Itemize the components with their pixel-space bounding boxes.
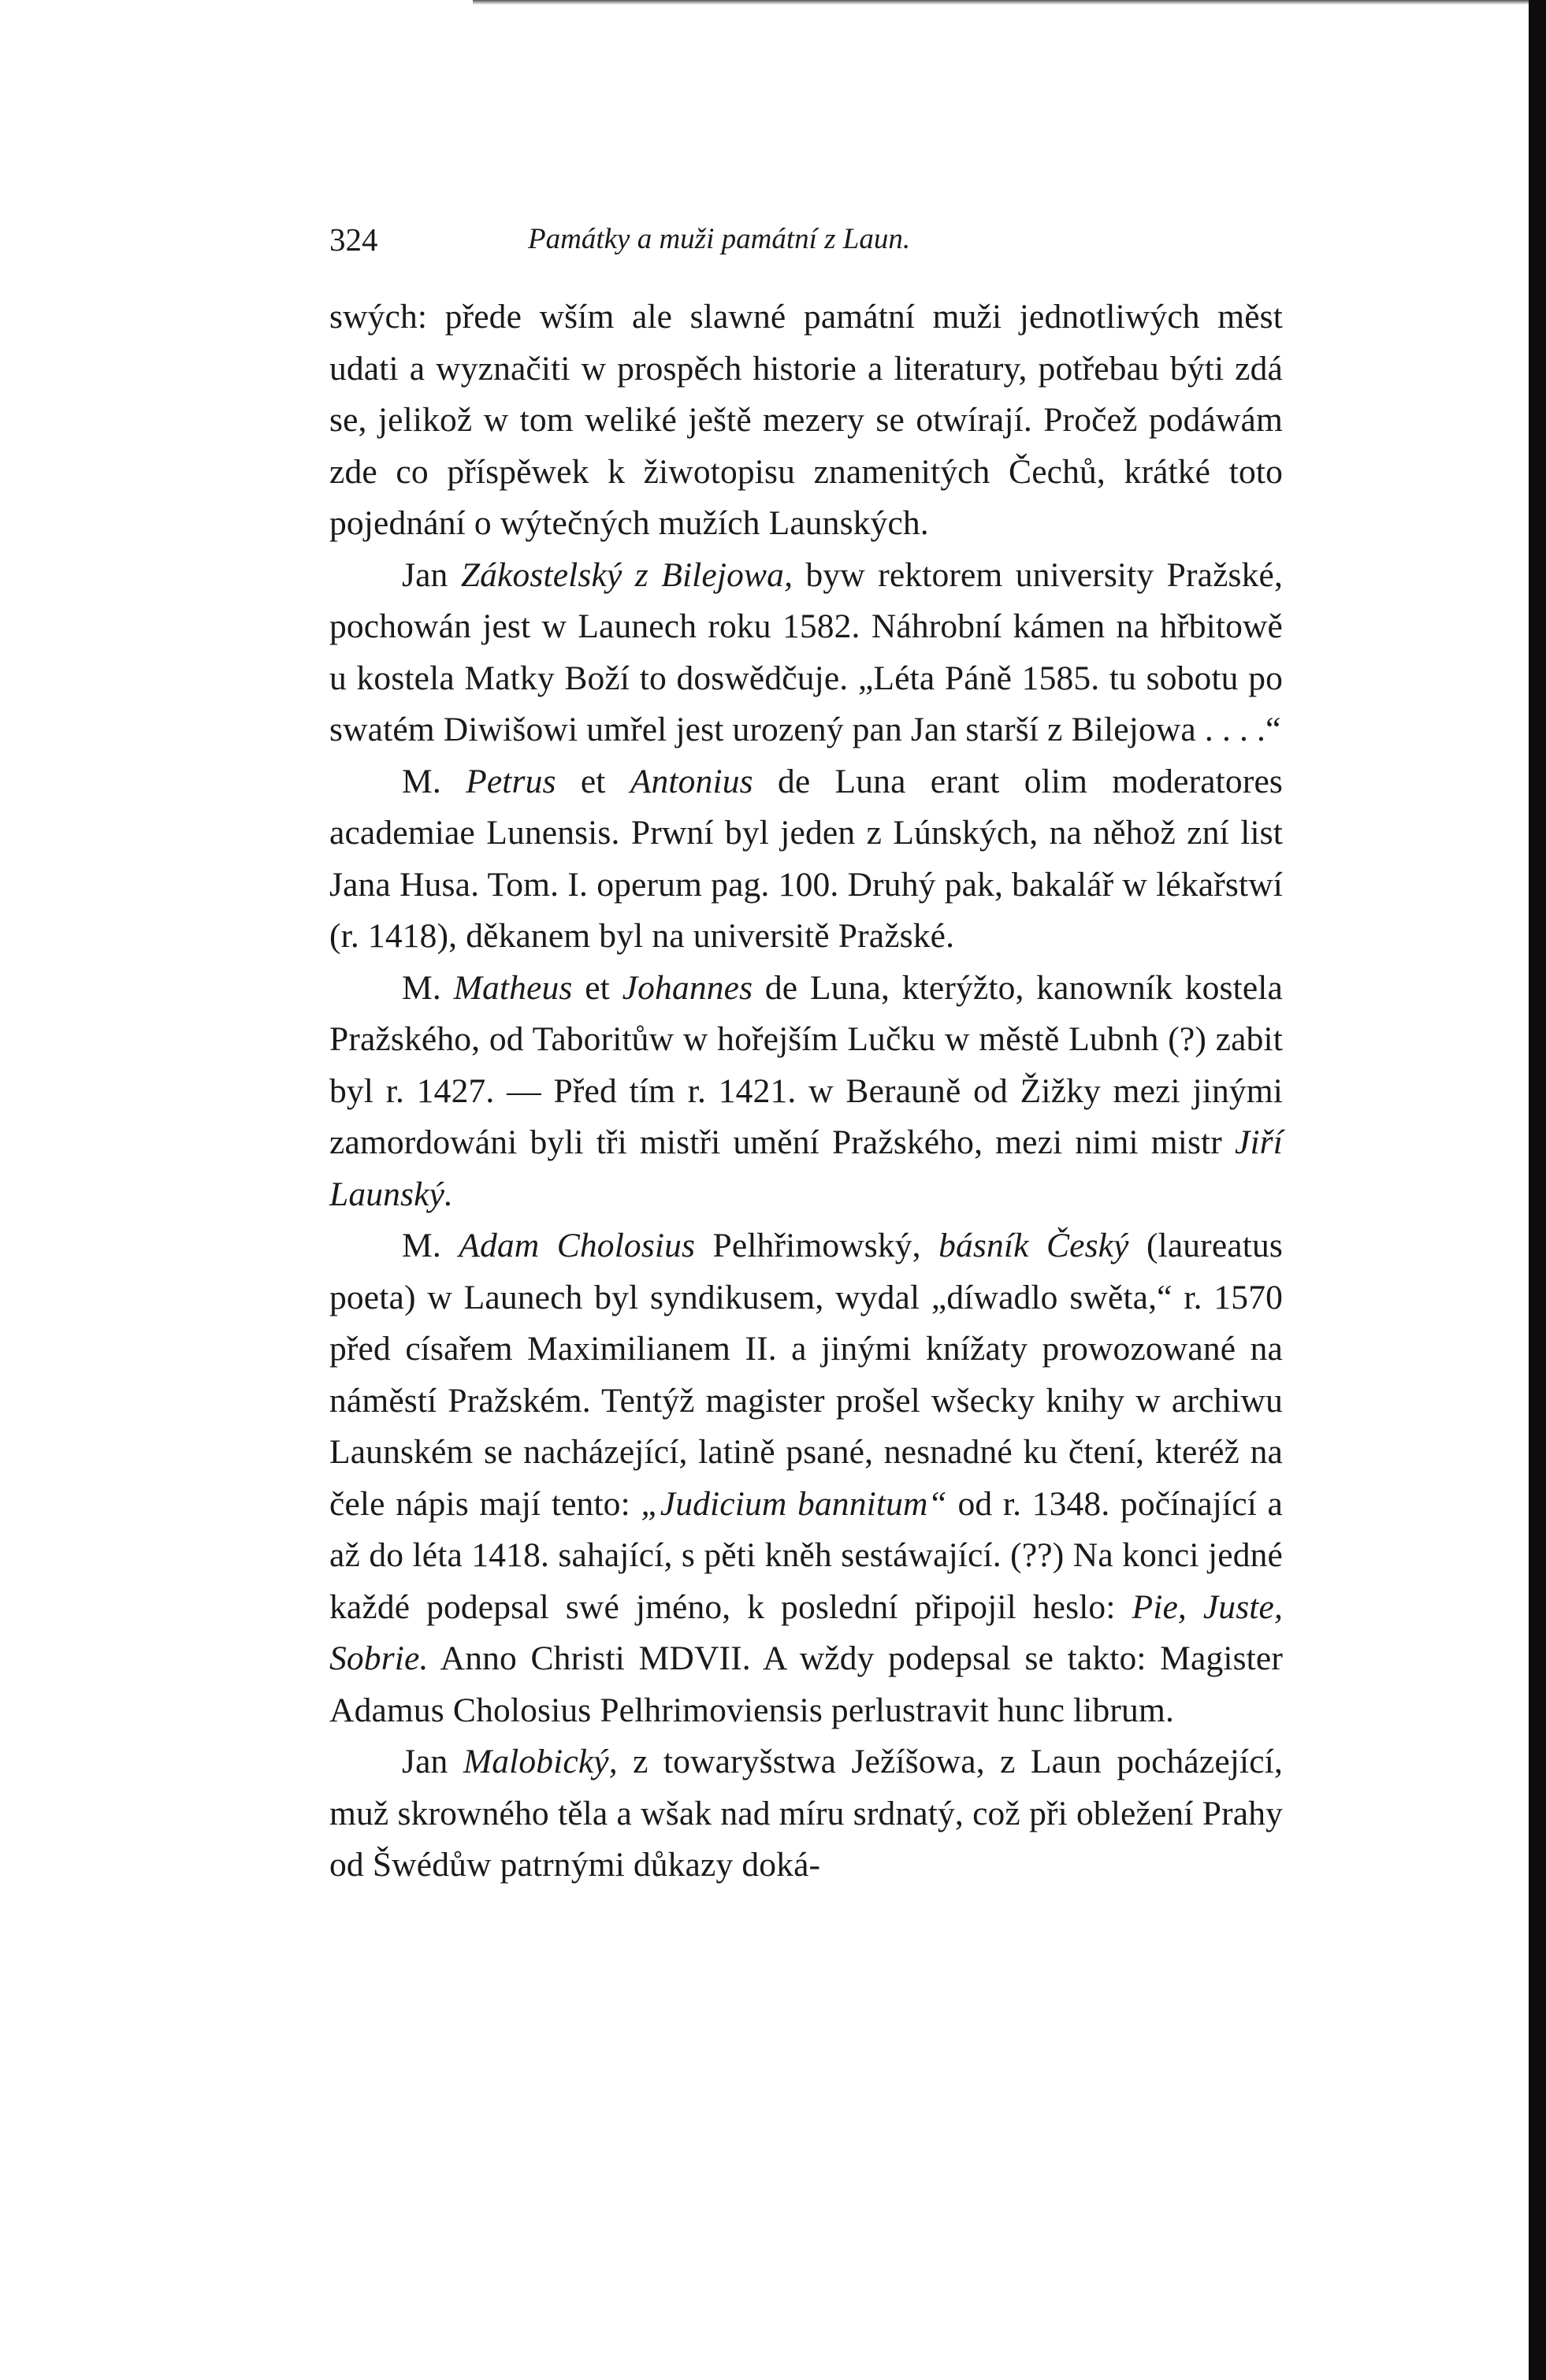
book-page xyxy=(329,213,1283,1892)
text-run: Jan xyxy=(402,555,461,594)
italic-run: Antonius xyxy=(630,762,753,800)
italic-run: „Judicium bannitum“ xyxy=(641,1484,947,1523)
page-header xyxy=(329,213,1283,269)
text-run: Anno Christi MDVII. A wždy podepsal se takto: Magister Adamus Cholosius Pelhrimoviensis perlustravit hunc librum. xyxy=(329,1639,1283,1729)
text-run: swých: přede wším ale slawné památní muži jednotliwých měst udati a wyznačiti w prospěch historie a literatury, potřebau býti zdá se, jelikož w tom weliké ještě mezery se otwírají. Pročež podáwám zde co příspěwek k žiwotopisu znamenitých Čechů, krátké toto pojednání o wýtečných mužích Launských. xyxy=(329,298,1283,542)
body-text xyxy=(329,291,1283,1892)
italic-run: Jiří Launský. xyxy=(329,1123,1283,1213)
text-run: (laureatus poeta) w Launech byl syndikusem, wydal „díwadlo swěta,“ r. 1570 před císařem Maximilianem II. a jinými knížaty prowozowané na náměstí Pražském. Tentýž magister prošel wšecky knihy w archiwu Launském se nacházející, latině psané, nesnadné ku čtení, kteréž na čele nápis mají tento: xyxy=(329,1227,1283,1523)
text-run: M. xyxy=(402,762,466,800)
text-run: od r. 1348. počínající a až do léta 1418. sahající, s pěti kněh sestáwající. (??) Na konci jedné každé podepsal swé jméno, k poslední připojil heslo: xyxy=(329,1484,1283,1626)
paragraph-cholosius xyxy=(329,1220,1283,1736)
text-run: z towaryšstwa Ježíšowa, z Laun pocházející, muž skrowného těla a wšak nad míru srdnatý, což při obležení Prahy od Šwédůw patrnými důkazy doká- xyxy=(329,1743,1283,1884)
scan-border-right xyxy=(1529,0,1546,2380)
paragraph-zakostelsky xyxy=(329,550,1283,756)
running-title: Památky a muži památní z Laun. xyxy=(528,223,911,255)
text-run: M. xyxy=(402,968,454,1007)
paragraph-petrus-antonius xyxy=(329,756,1283,963)
text-run: byw rektorem university Pražské, pochowán jest w Launech roku 1582. Náhrobní kámen na hřbitowě u kostela Matky Boží to doswědčuje. „Léta Páně 1585. tu sobotu po swatém Diwišowi umřel jest urozený pan Jan starší z Bilejowa . . . .“ xyxy=(329,555,1283,748)
paragraph-matheus-johannes xyxy=(329,963,1283,1221)
italic-run: Adam Cholosius xyxy=(459,1227,696,1264)
page-number: 324 xyxy=(329,221,378,258)
text-run: de Luna erant olim moderatores academiae Lunensis. Prwní byl jeden z Lúnských, na něhož zní list Jana Husa. Tom. I. operum pag. 100. Druhý pak, bakalář w lékařstwí (r. 1418), děkanem byl na universitě Pražské. xyxy=(329,762,1283,955)
italic-run: Zákostelský z Bilejowa, xyxy=(460,555,793,594)
italic-run: Johannes xyxy=(622,968,753,1007)
italic-run: Malobický, xyxy=(463,1743,618,1780)
italic-run: Petrus xyxy=(466,762,556,800)
text-run: M. xyxy=(402,1227,459,1264)
text-run: Pelhřimowský, xyxy=(695,1227,939,1264)
paragraph-malobicky xyxy=(329,1736,1283,1892)
italic-run: Matheus xyxy=(453,968,573,1007)
italic-run: básník Český xyxy=(938,1227,1129,1264)
text-run: de Luna, kterýžto, kanowník kostela Pražského, od Taboritůw w hořejším Lučku w městě Lubnh (?) zabit byl r. 1427. — Před tím r. 1421. w Berauně od Žižky mezi jinými zamordowáni byli tři mistři umění Pražského, mezi nimi mistr xyxy=(329,968,1283,1161)
italic-run: Pie, Juste, Sobrie. xyxy=(329,1587,1283,1677)
scan-shadow-top xyxy=(473,0,1529,5)
text-run: Jan xyxy=(402,1743,463,1780)
text-run: et xyxy=(572,968,622,1007)
paragraph-intro xyxy=(329,291,1283,550)
text-run: et xyxy=(556,762,630,800)
